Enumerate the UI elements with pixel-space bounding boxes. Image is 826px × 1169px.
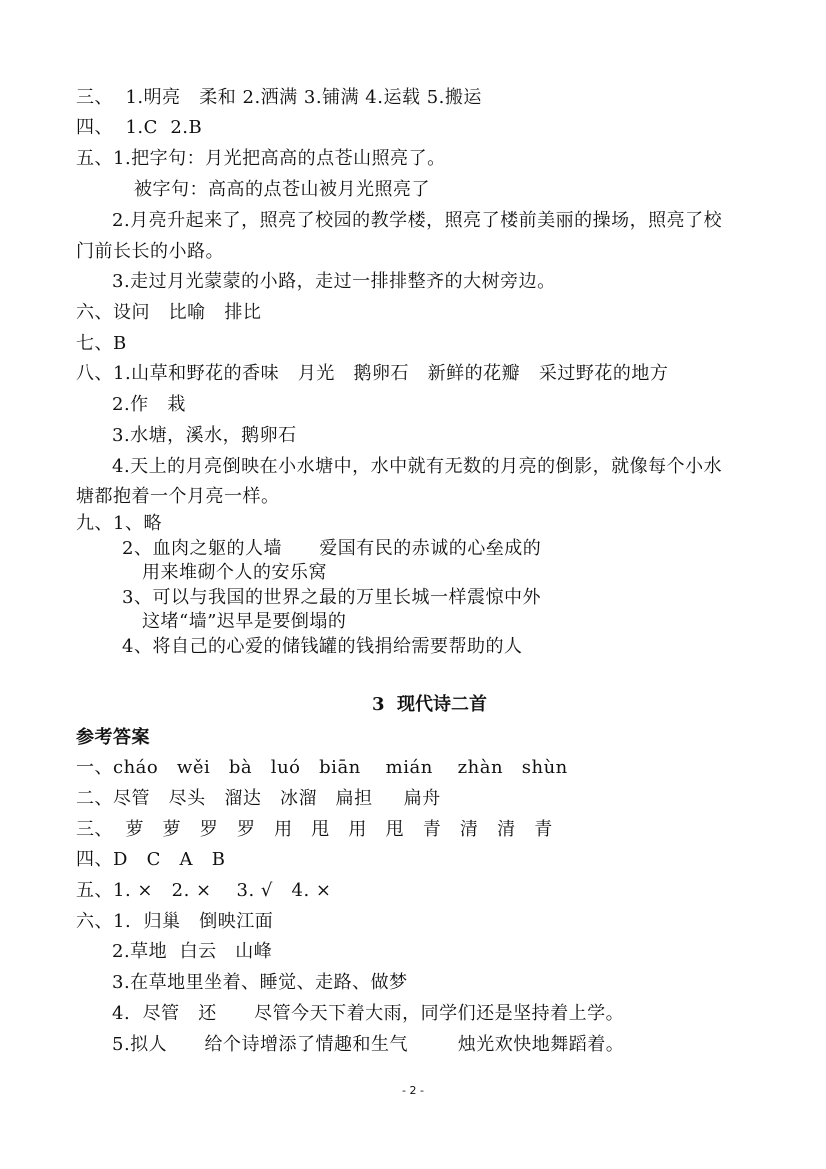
answer-line: 四、D C A B <box>76 849 226 870</box>
answer-line: 这堵“墙”迟早是要倒塌的 <box>142 611 347 632</box>
answer-line: 九、1、略 <box>76 513 162 534</box>
answer-line: 3.走过月光蒙蒙的小路，走过一排排整齐的大树旁边。 <box>112 271 556 292</box>
answer-line: 六、设问 比喻 排比 <box>76 302 262 323</box>
answers-heading: 参考答案 <box>76 727 150 748</box>
answer-line: 2.作 栽 <box>112 394 186 415</box>
page-number: - 2 - <box>402 1084 424 1097</box>
answer-line: 4.天上的月亮倒映在小水塘中，水中就有无数的月亮的倒影，就像每个小水 <box>112 456 723 477</box>
answer-line: 用来堆砌个人的安乐窝 <box>142 562 327 583</box>
answer-line: 4、将自己的心爱的储钱罐的钱捐给需要帮助的人 <box>122 636 523 657</box>
answer-line: 塘都抱着一个月亮一样。 <box>76 486 280 507</box>
answer-line: 3、可以与我国的世界之最的万里长城一样震惊中外 <box>122 587 541 608</box>
answer-line: 五、1. × 2. × 3. √ 4. × <box>76 880 332 901</box>
answer-line: 八、1.山草和野花的香味 月光 鹅卵石 新鲜的花瓣 采过野花的地方 <box>76 363 669 384</box>
answer-line: 3.水塘，溪水，鹅卵石 <box>112 425 297 446</box>
answer-line: 2.月亮升起来了，照亮了校园的教学楼，照亮了楼前美丽的操场，照亮了校 <box>112 210 723 231</box>
answer-line: 2.草地 白云 山峰 <box>112 941 273 962</box>
answer-line: 2、血肉之躯的人墙 爱国有民的赤诚的心垒成的 <box>122 538 542 559</box>
section-title: 3 现代诗二首 <box>372 694 488 715</box>
answer-line: 被字句：高高的点苍山被月光照亮了 <box>134 179 430 200</box>
answer-line: 七、B <box>76 333 127 354</box>
answer-line: 四、 1.C 2.B <box>76 117 203 138</box>
answer-line: 5.拟人 给个诗增添了情趣和生气 烛光欢快地舞蹈着。 <box>112 1034 625 1055</box>
answer-line: 三、 萝 萝 罗 罗 用 甩 用 甩 青 清 清 青 <box>76 819 553 840</box>
answer-line: 一、cháo wěi bà luó biān mián zhàn shùn <box>76 757 568 778</box>
answer-line: 4. 尽管 还 尽管今天下着大雨，同学们还是坚持着上学。 <box>112 1003 625 1024</box>
answer-line: 3.在草地里坐着、睡觉、走路、做梦 <box>112 972 408 993</box>
answer-line: 门前长长的小路。 <box>76 241 224 262</box>
answer-line: 五、1.把字句：月光把高高的点苍山照亮了。 <box>76 148 446 169</box>
answer-line: 二、尽管 尽头 溜达 冰溜 扁担 扁舟 <box>76 788 441 809</box>
answer-line: 六、1. 归巢 倒映江面 <box>76 911 274 932</box>
answer-line: 三、 1.明亮 柔和 2.洒满 3.铺满 4.运载 5.搬运 <box>76 87 482 108</box>
